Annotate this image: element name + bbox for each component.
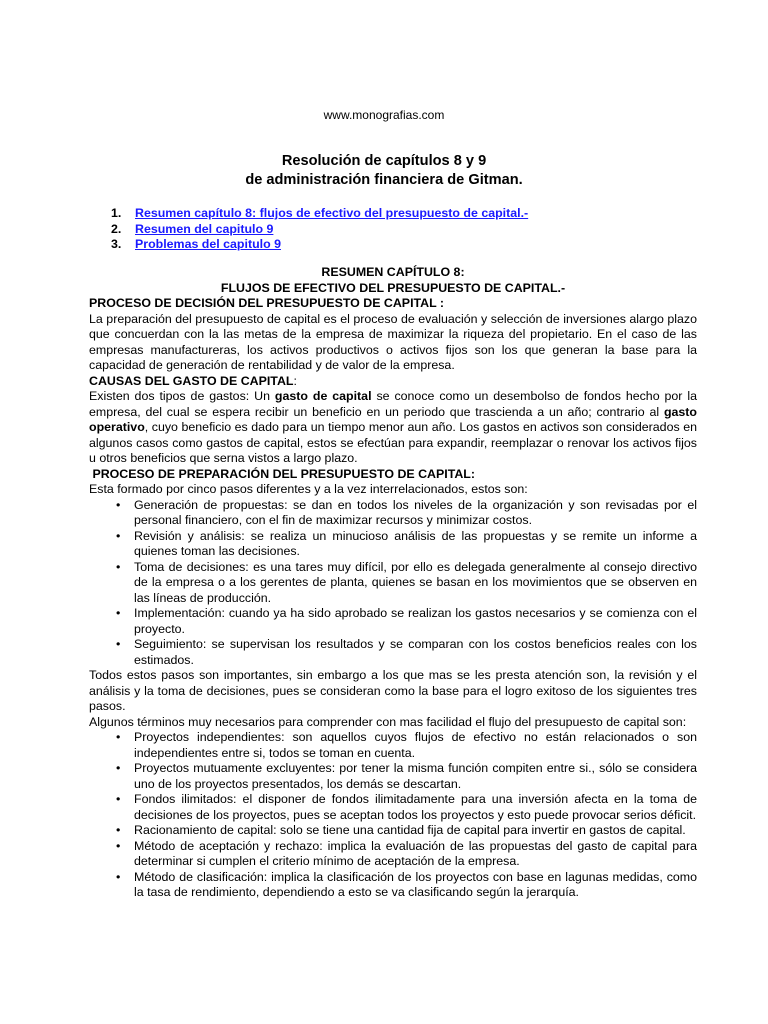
section-title-line-1: RESUMEN CAPÍTULO 8: [321,265,465,279]
list-item: • Fondos ilimitados: el disponer de fondos ilimitadamente para una inversión afecta en la toma de decisiones de los proyectos, pues se aceptan todos los proyectos y esto puede provocar serios déficit. [89,792,697,823]
document-body [89,265,697,901]
causas-heading: CAUSAS DEL GASTO DE CAPITAL [89,373,294,388]
decision-paragraph: La preparación del presupuesto de capital es el proceso de evaluación y selección de inversiones alargo plazo que concuerdan con la las metas de la empresa de maximizar la riqueza del propietario. En el caso de las empresas manufactureras, los activos productivos o activos fijos son los que generan la base para la capacidad de generación de rentabilidad y de valor de la empresa. [89,311,697,372]
title-line-1: Resolución de capítulos 8 y 9 [281,153,487,169]
causas-text-3: , cuyo beneficio es dado para un tiempo menor aun año. Los gastos en activos son considerados en algunos casos como gastos de capital, estos se efectúan para expandir, reemplazar o renovar los activos fijos u otros beneficios que serna vistos a largo plazo. [89,420,697,465]
preparacion-heading: PROCESO DE PREPARACIÓN DEL PRESUPUESTO DE CAPITAL: [89,466,475,481]
causas-text-2: se conoce como un desembolso de fondos hecho por la empresa, del cual se espera recibir un beneficio en un periodo que trascienda a un año; contrario al [89,389,697,419]
terms-list [89,730,697,901]
toc-link-problemas[interactable]: Problemas del capitulo 9 [135,237,281,251]
toc-number: 2. [111,221,122,236]
document-title [0,152,768,190]
toc-number: 1. [111,206,122,220]
list-item: • Seguimiento: se supervisan los resultados y se comparan con los costos beneficios reales con los estimados. [89,637,697,668]
list-item: • Método de clasificación: implica la clasificación de los proyectos con base en lagunas medidas, como la tasa de rendimiento, dependiendo a esto se va clasificando según la jerarquía. [89,870,697,901]
toc-link-capitulo-8[interactable]: Resumen capítulo 8: flujos de efectivo del presupuesto de capital.- [135,206,529,220]
toc-item [111,222,528,238]
preparacion-intro: Esta formado por cinco pasos diferentes y a la vez interrelacionados, estos son: [89,482,528,496]
toc-item [111,206,528,222]
toc-item [111,237,528,253]
list-item: • Revisión y análisis: se realiza un minucioso análisis de las propuestas y se remite un informe a quienes toman las decisiones. [89,529,697,560]
title-line-2: de administración financiera de Gitman. [245,172,523,188]
table-of-contents [111,206,528,253]
causas-heading-suffix: : [293,373,297,388]
preparacion-conclusion: Todos estos pasos son importantes, sin embargo a los que mas se les presta atención son, la revisión y el análisis y la toma de decisiones, pues se consideran como la base para el logro exitoso de los siguientes tres pasos. [89,668,697,713]
causas-heading-line [89,374,697,390]
causas-term-gasto-capital: gasto de capital [274,389,372,403]
causas-term-gasto-operativo: gasto operativo [89,404,697,434]
causas-paragraph [89,389,697,467]
list-item: • Generación de propuestas: se dan en todos los niveles de la organización y son revisadas por el personal financiero, con el fin de maximizar recursos y minimizar costos. [89,498,697,529]
terms-intro: Algunos términos muy necesarios para comprender con mas facilidad el flujo del presupuesto de capital son: [89,714,687,729]
list-item: • Racionamiento de capital: solo se tiene una cantidad fija de capital para invertir en gastos de capital. [89,823,697,839]
toc-link-capitulo-9[interactable]: Resumen del capitulo 9 [135,221,274,236]
steps-list [89,498,697,669]
decision-heading: PROCESO DE DECISIÓN DEL PRESUPUESTO DE CAPITAL : [89,296,445,310]
site-url: www.monografias.com [323,108,445,122]
list-item: • Proyectos independientes: son aquellos cuyos flujos de efectivo no están relacionados o son independientes entre si, todos se toman en cuenta. [89,730,697,761]
causas-text-1: Existen dos tipos de gastos: Un [89,389,275,403]
list-item: • Toma de decisiones: es una tares muy difícil, por ello es delegada generalmente al consejo directivo de la empresa o a los gerentes de planta, quienes se basan en los movimientos que se observen en las líneas de producción. [89,560,697,607]
list-item: • Implementación: cuando ya ha sido aprobado se realizan los gastos necesarios y se comienza con el proyecto. [89,606,697,637]
section-title-line-2: FLUJOS DE EFECTIVO DEL PRESUPUESTO DE CAPITAL.- [220,280,566,295]
toc-number: 3. [111,237,122,251]
list-item: • Proyectos mutuamente excluyentes: por tener la misma función compiten entre si., sólo se considera uno de los proyectos presentados, los demás se descartan. [89,761,697,792]
list-item: • Método de aceptación y rechazo: implica la evaluación de las propuestas del gasto de capital para determinar si cumplen el criterio mínimo de aceptación de la empresa. [89,839,697,870]
